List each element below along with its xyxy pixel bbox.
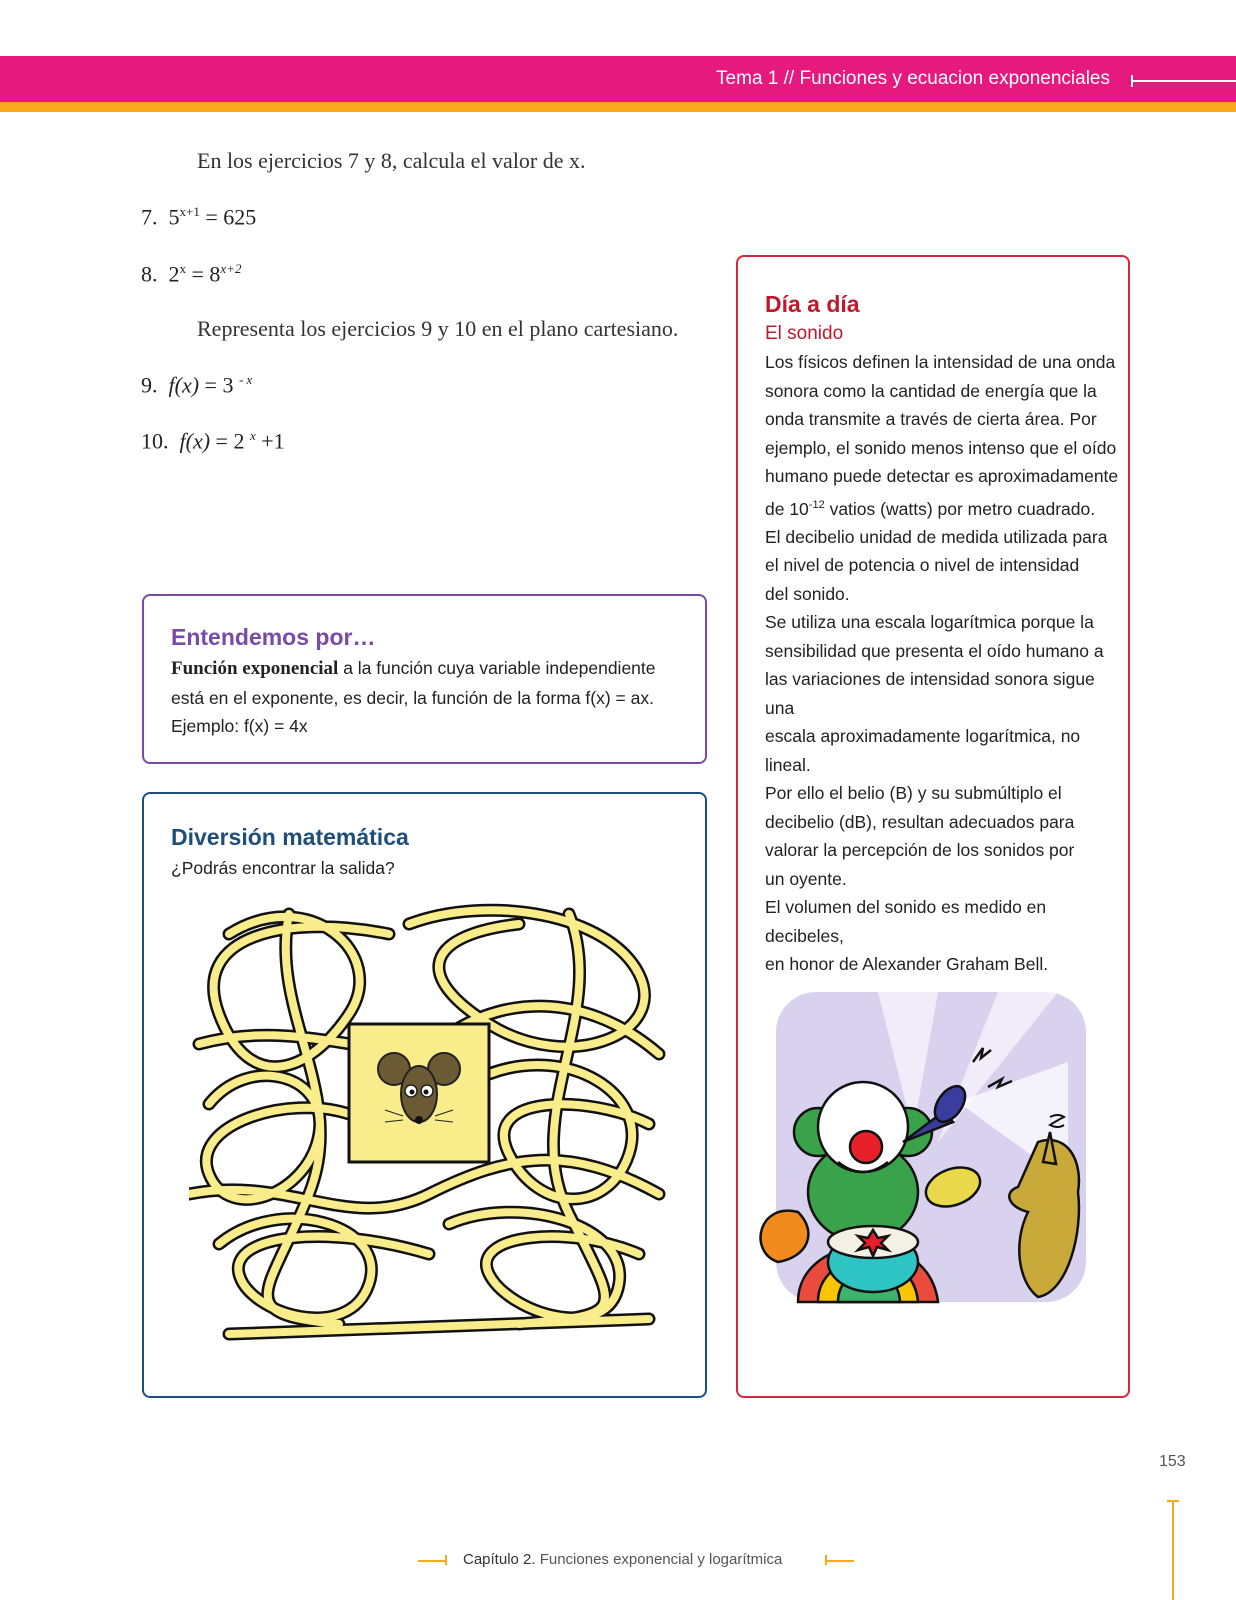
entendemos-box [142, 594, 707, 764]
dia-title: Día a día [765, 291, 860, 317]
dia-subtitle: El sonido [765, 323, 844, 344]
exercise-8: 8. $2^x = 8^{x+2}$ [141, 261, 242, 287]
instruction-graph: Representa los ejercicios 9 y 10 en el plano cartesiano. [197, 316, 679, 341]
footer-chapter: Capítulo 2. Funciones exponencial y logarítmica [463, 1551, 783, 1568]
diversion-subtitle: ¿Podrás encontrar la salida? [171, 858, 395, 878]
exercise-9: 9. f(x) = 3 $^{- x}$ [141, 372, 253, 398]
exercise-10: 10. f(x) = 2 $^x$ +1 [141, 428, 285, 454]
header-rule [1132, 80, 1236, 82]
footer-rule-right [826, 1560, 854, 1562]
page-rule [1172, 1500, 1174, 1600]
header-stripe [0, 102, 1236, 112]
entendemos-title: Entendemos por… [171, 624, 376, 650]
entendemos-text: Función exponencial a la función cuya variable independiente está en el exponente, es decir, la función de la forma f(x) = ax. Ejemplo: f(x) = 4x [171, 658, 656, 736]
footer-rule-left [418, 1560, 446, 1562]
page-number: 153 [1159, 1453, 1186, 1470]
instruction-calc: En los ejercicios 7 y 8, calcula el valor de x. [197, 148, 586, 173]
dia-text: Los físicos definen la intensidad de una onda sonora como la cantidad de energía que la onda transmite a través de cierta área. Por ejemplo, el sonido menos intenso que el oído humano puede detectar es aproximadamente de $10^{-12}$ vatios (watts) por metro cuadrado. El decibelio unidad de medida utilizada para el nivel de potencia o nivel de intensidad del sonido. Se utiliza una escala logarítmica porque la sensibilidad que presenta el oído humano a las variaciones de intensidad sonora sigue una escala aproximadamente logarítmica, no lineal. Por ello el belio (B) y su submúltiplo el decibelio (dB), resultan adecuados para valorar la percepción de los sonidos por un oyente. El volumen del sonido es medido en decibeles, en honor de Alexander Graham Bell. [765, 352, 1119, 975]
footer-tick-left [445, 1555, 447, 1565]
exercise-7: 7. $5^{x+1} = 625$ [141, 204, 257, 230]
dia-a-dia-box [736, 255, 1130, 1398]
maze-image [189, 894, 669, 1344]
entendemos-term: Función exponencial [171, 658, 339, 679]
header-title: Tema 1 // Funciones y ecuacion exponenciales [716, 68, 1110, 89]
clown-illustration [738, 992, 1118, 1322]
diversion-title: Diversión matemática [171, 824, 409, 850]
diversion-box [142, 792, 707, 1398]
